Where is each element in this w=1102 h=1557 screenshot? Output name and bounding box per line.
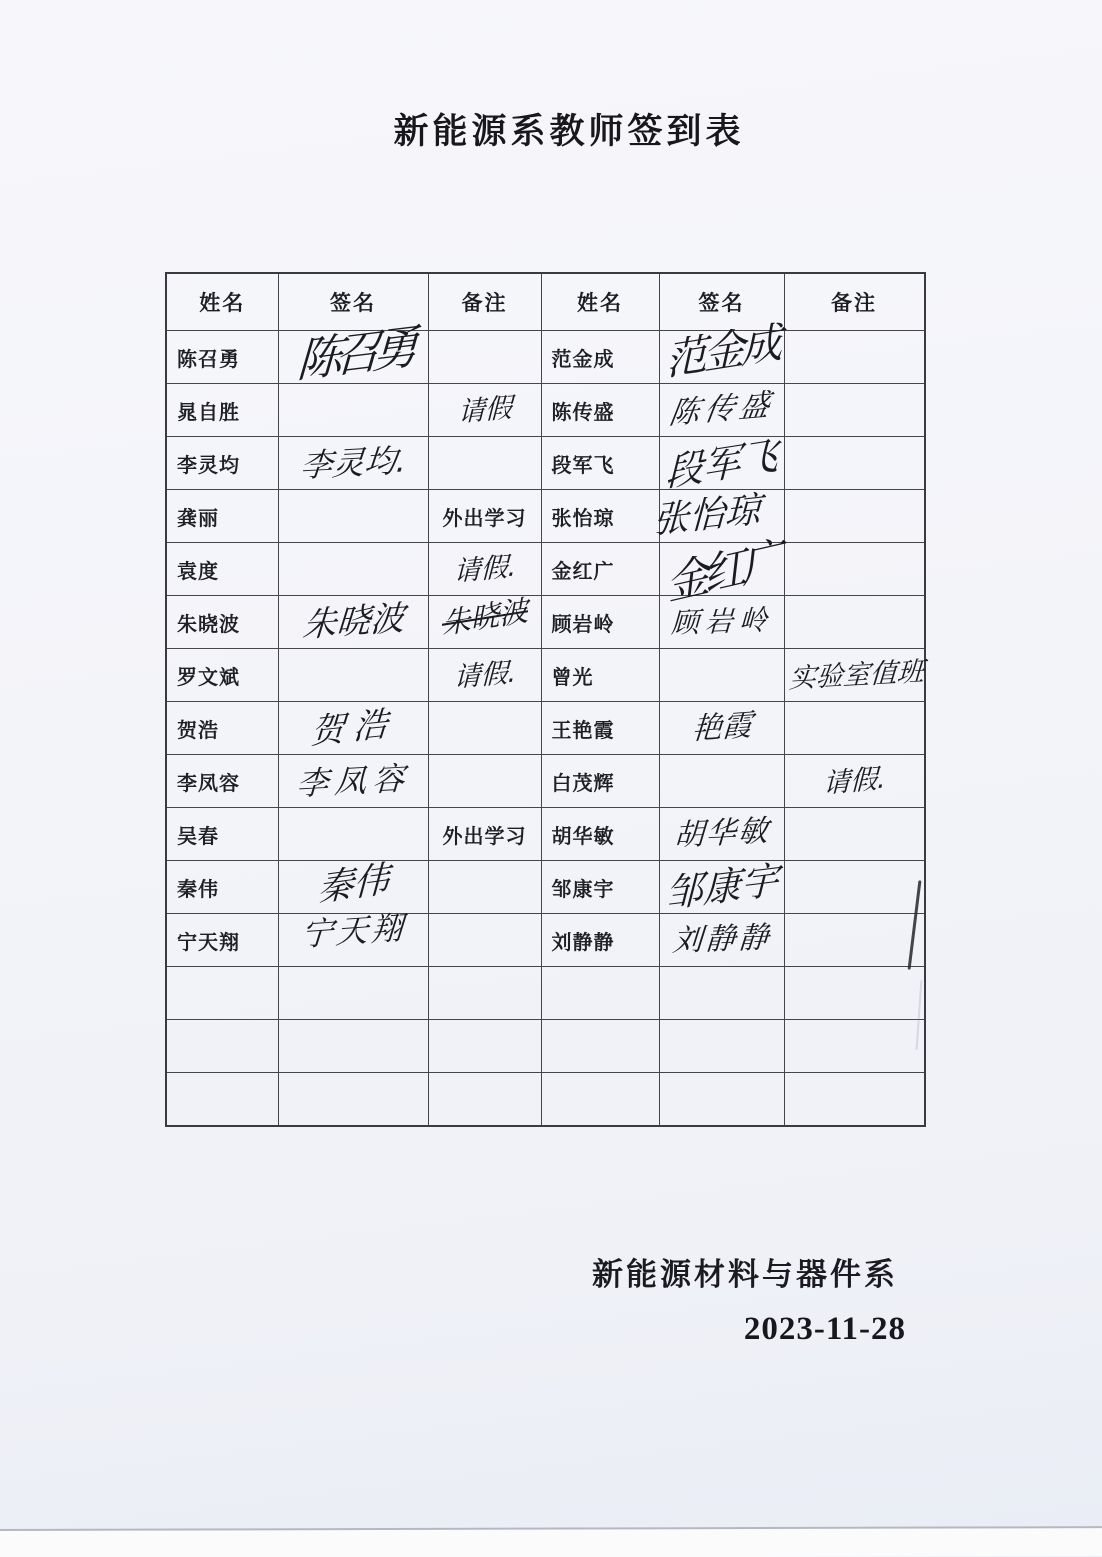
note-cell <box>784 384 925 437</box>
signature-cell <box>278 808 428 861</box>
empty-table-row <box>166 1020 925 1073</box>
signature-handwriting: 艳霞 <box>690 707 753 748</box>
note-cell <box>428 755 541 808</box>
table-row <box>166 861 925 914</box>
note-cell <box>784 437 925 490</box>
note-handwriting: 实验室值班 <box>787 655 925 695</box>
note-cell <box>784 596 925 649</box>
name-cell <box>541 1020 659 1073</box>
signature-cell <box>659 1073 784 1127</box>
name-cell: 贺浩 <box>166 702 278 755</box>
paper-bottom-edge <box>0 1526 1102 1557</box>
signature-cell <box>278 1020 428 1073</box>
name-cell: 邹康宇 <box>541 861 659 914</box>
name-cell: 金红广 <box>541 543 659 596</box>
page-title: 新能源系教师签到表 <box>393 112 745 151</box>
header-cell-note-right: 备注 <box>784 273 925 331</box>
name-cell: 秦伟 <box>166 861 278 914</box>
name-cell: 刘静静 <box>541 914 659 967</box>
name-cell: 曾光 <box>541 649 659 702</box>
header-row <box>166 273 925 331</box>
name-cell: 李凤容 <box>166 755 278 808</box>
name-cell: 宁天翔 <box>166 914 278 967</box>
signature-handwriting: 张怡琼 <box>652 489 761 542</box>
empty-table-row <box>166 967 925 1020</box>
note-cell <box>784 331 925 384</box>
signature-cell <box>278 596 428 649</box>
signature-cell <box>659 317 784 386</box>
note-cell <box>428 331 541 384</box>
note-cell: 外出学习 <box>428 808 541 861</box>
header-cell-name-right: 姓名 <box>541 273 659 331</box>
name-cell: 陈传盛 <box>541 384 659 437</box>
table-row <box>166 596 925 649</box>
signature-cell <box>659 914 784 967</box>
note-cell <box>784 967 925 1020</box>
signature-cell <box>278 319 428 389</box>
name-cell: 王艳霞 <box>541 702 659 755</box>
signature-handwriting: 陈传盛 <box>666 387 777 432</box>
note-cell <box>784 543 925 596</box>
name-cell: 段军飞 <box>541 437 659 490</box>
note-cell <box>428 384 541 437</box>
note-cell <box>784 702 925 755</box>
signature-cell <box>659 702 784 755</box>
name-cell <box>166 1020 278 1073</box>
signature-cell <box>659 596 784 649</box>
table-row <box>166 331 925 384</box>
signature-cell <box>278 543 428 596</box>
name-cell: 白茂辉 <box>541 755 659 808</box>
signature-handwriting: 朱晓波 <box>300 598 406 646</box>
name-cell <box>166 1073 278 1127</box>
name-cell <box>541 1073 659 1127</box>
note-cell <box>428 967 541 1020</box>
table-row <box>166 755 925 808</box>
name-cell: 陈召勇 <box>166 331 278 384</box>
sign-in-table <box>165 272 926 1127</box>
signature-handwriting: 顾岩岭 <box>669 603 774 640</box>
note-cell <box>428 543 541 596</box>
signature-handwriting: 胡华敏 <box>672 813 771 854</box>
note-cell <box>428 437 541 490</box>
note-cell <box>784 808 925 861</box>
note-cell <box>784 914 925 967</box>
signature-cell <box>659 1020 784 1073</box>
signature-cell <box>659 649 784 702</box>
signature-cell <box>278 384 428 437</box>
date: 2023-11-28 <box>743 1311 906 1347</box>
signature-cell <box>659 384 784 437</box>
name-cell <box>541 967 659 1020</box>
note-handwriting: 请假. <box>453 550 516 588</box>
header-cell-note-left: 备注 <box>428 273 541 331</box>
signature-cell <box>659 432 784 496</box>
note-cell <box>784 861 925 914</box>
table-row <box>166 702 925 755</box>
signature-cell <box>659 808 784 861</box>
signature-handwriting: 段军飞 <box>664 432 779 496</box>
signature-cell <box>278 649 428 702</box>
signature-handwriting: 宁天翔 <box>299 908 407 954</box>
signature-handwriting: 李灵均. <box>298 441 408 485</box>
signature-handwriting: 金红广 <box>662 534 781 611</box>
note-cell <box>784 649 925 702</box>
signature-handwriting: 李凤容 <box>295 758 411 804</box>
note-cell <box>784 1020 925 1073</box>
signature-cell <box>278 702 428 755</box>
table-row <box>166 808 925 861</box>
note-cell <box>784 490 925 543</box>
table-row <box>166 543 925 596</box>
signature-cell <box>278 967 428 1020</box>
name-cell: 袁度 <box>166 543 278 596</box>
name-cell: 吴春 <box>166 808 278 861</box>
crossed-out-signature-handwriting: 朱晓波 <box>440 592 529 641</box>
signature-cell <box>278 858 428 914</box>
signature-cell <box>659 755 784 808</box>
name-cell: 胡华敏 <box>541 808 659 861</box>
name-cell: 朱晓波 <box>166 596 278 649</box>
note-cell: 外出学习 <box>428 490 541 543</box>
signature-handwriting: 范金成 <box>664 317 779 386</box>
signature-handwriting: 刘静静 <box>670 920 773 959</box>
note-handwriting: 请假. <box>822 762 886 800</box>
signature-handwriting: 贺浩 <box>308 703 398 753</box>
signature-cell <box>278 1073 428 1127</box>
signature-handwriting: 邹康宇 <box>664 857 779 917</box>
signature-handwriting: 陈召勇 <box>294 319 412 389</box>
signature-cell <box>278 908 428 967</box>
note-cell <box>428 592 541 649</box>
table-row <box>166 914 925 967</box>
table-row <box>166 437 925 490</box>
signature-cell <box>659 857 784 917</box>
name-cell <box>166 967 278 1020</box>
signature-cell <box>659 534 784 611</box>
signature-cell <box>278 755 428 808</box>
signature-cell <box>278 490 428 543</box>
note-handwriting: 请假. <box>453 656 516 694</box>
empty-table-row <box>166 1073 925 1127</box>
table-row <box>166 490 925 543</box>
note-cell <box>428 1020 541 1073</box>
name-cell: 龚丽 <box>166 490 278 543</box>
header-cell-name-left: 姓名 <box>166 273 278 331</box>
note-cell <box>428 861 541 914</box>
name-cell: 晁自胜 <box>166 384 278 437</box>
signature-cell <box>278 437 428 490</box>
name-cell: 范金成 <box>541 331 659 384</box>
header-cell-signature-left: 签名 <box>278 273 428 331</box>
signature-cell <box>652 489 784 543</box>
note-cell <box>428 702 541 755</box>
name-cell: 张怡琼 <box>541 490 659 543</box>
signature-handwriting: 秦伟 <box>316 858 390 911</box>
note-cell <box>428 1073 541 1127</box>
name-cell: 罗文斌 <box>166 649 278 702</box>
department-name: 新能源材料与器件系 <box>592 1257 898 1292</box>
note-cell <box>428 649 541 702</box>
header-cell-signature-right: 签名 <box>659 273 784 331</box>
note-cell <box>428 914 541 967</box>
note-cell <box>784 755 925 808</box>
table-row <box>166 384 925 437</box>
note-cell <box>784 1073 925 1127</box>
signature-cell <box>659 967 784 1020</box>
name-cell: 李灵均 <box>166 437 278 490</box>
name-cell: 顾岩岭 <box>541 596 659 649</box>
note-handwriting: 请假 <box>457 392 512 428</box>
table-row <box>166 649 925 702</box>
